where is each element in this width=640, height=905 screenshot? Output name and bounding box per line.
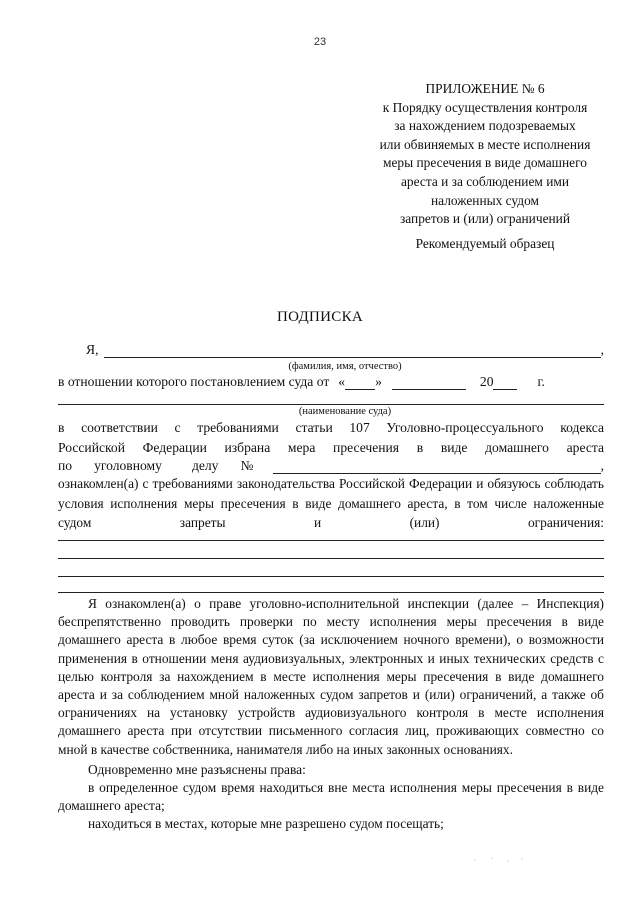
fio-hint: (фамилия, имя, отчество) bbox=[288, 361, 402, 372]
resolution-prefix: в отношении которого постановлением суда от bbox=[58, 374, 330, 389]
restrictions-line[interactable] bbox=[58, 576, 604, 577]
measure-line: Российской Федерации избрана мера пресечения в виде домашнего ареста bbox=[58, 440, 604, 455]
day-field[interactable] bbox=[345, 376, 375, 390]
restrictions-line[interactable] bbox=[58, 558, 604, 559]
right-item: находиться в местах, которые мне разрешено судом посещать; bbox=[88, 816, 444, 832]
month-field[interactable] bbox=[392, 376, 466, 390]
restrictions-line[interactable] bbox=[58, 540, 604, 541]
case-number-row bbox=[58, 458, 604, 474]
year-suffix: г. bbox=[537, 374, 545, 389]
court-hint: (наименование суда) bbox=[298, 406, 392, 417]
quote-open: « bbox=[338, 374, 346, 389]
fio-row bbox=[58, 342, 604, 358]
restrictions-line[interactable] bbox=[58, 592, 604, 593]
quote-close: » bbox=[375, 374, 382, 389]
acknowledgement-paragraph: ознакомлен(а) с требованиями законодательства Российской Федерации и обязуюсь соблюдать условия исполнения меры пресечения в виде домашнего ареста, в том числе наложенные судом запреты и (или) ограничения: bbox=[58, 476, 604, 530]
appendix-header bbox=[350, 80, 620, 229]
document-title: ПОДПИСКА bbox=[276, 309, 364, 325]
court-name-field[interactable] bbox=[58, 404, 604, 405]
appendix-line: за нахождением подозреваемых bbox=[394, 118, 576, 134]
appendix-line: ареста и за соблюдением ими bbox=[400, 173, 570, 189]
appendix-line: к Порядку осуществления контроля bbox=[382, 99, 588, 115]
fio-trailing-comma: , bbox=[600, 342, 604, 357]
article-107-line: в соответствии с требованиями статьи 107 Уголовно-процессуального кодекса bbox=[58, 420, 604, 435]
rights-intro: Одновременно мне разъяснены права: bbox=[88, 761, 306, 777]
page-number: 23 bbox=[313, 36, 327, 48]
right-item: в определенное судом время находиться вне места исполнения меры пресечения в виде домашнего ареста; bbox=[58, 780, 604, 814]
i-label: Я, bbox=[86, 342, 99, 357]
rights-body bbox=[58, 595, 604, 834]
number-sign: № bbox=[240, 458, 254, 473]
appendix-line: запретов и (или) ограничений bbox=[399, 211, 571, 227]
year-field[interactable] bbox=[493, 376, 517, 390]
case-word: по bbox=[58, 458, 73, 473]
resolution-date-row bbox=[58, 374, 604, 390]
case-trailing-comma: , bbox=[600, 458, 604, 473]
appendix-line: или обвиняемых в месте исполнения bbox=[379, 136, 591, 152]
recommended-sample-label: Рекомендуемый образец bbox=[415, 236, 555, 251]
appendix-line: наложенных судом bbox=[430, 192, 539, 208]
appendix-title: ПРИЛОЖЕНИЕ № 6 bbox=[425, 81, 545, 96]
year-prefix: 20 bbox=[479, 374, 494, 389]
inspection-paragraph: Я ознакомлен(а) о праве уголовно-исполнительной инспекции (далее – Инспекция) беспрепятственно проводить проверки по месту исполнения меры пресечения в виде домашнего ареста в любое время суток (за исключением ночного времени), о возможности применения в отношении меня аудиовизуальных, электронных и иных технических средств с целью контроля за нахождением в месте исполнения меры пресечения в виде домашнего ареста и за соблюдением мной наложенных судом запретов и (или) ограничений, а также об ограничениях на установку устройств аудиовизуального контроля в месте исполнения домашнего ареста при отсутствии письменного согласия лиц, проживающих совместно со мной в качестве собственника, нанимателя либо на иных законных основаниях. bbox=[58, 596, 604, 757]
appendix-line: меры пресечения в виде домашнего bbox=[383, 155, 587, 171]
case-number-field[interactable] bbox=[273, 460, 600, 474]
case-word: делу bbox=[191, 458, 219, 473]
scan-specks bbox=[470, 855, 530, 865]
case-word: уголовному bbox=[94, 458, 162, 473]
fio-field[interactable] bbox=[104, 344, 600, 358]
